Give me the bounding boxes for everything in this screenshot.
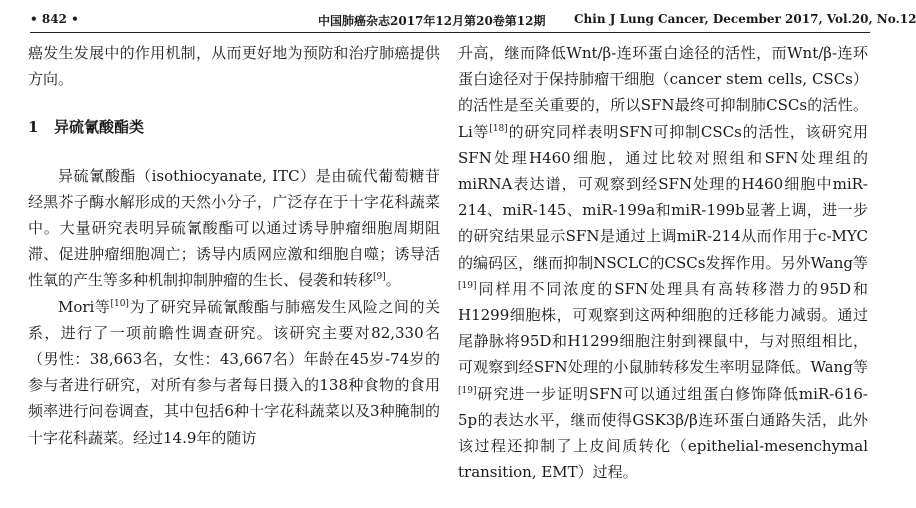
right-column xyxy=(458,40,868,485)
paragraph-mori-study xyxy=(28,294,440,451)
citation: [9] xyxy=(373,272,386,283)
citation: [18] xyxy=(489,123,508,134)
paragraph-text: 升高，继而降低Wnt/β-连环蛋白途径的活性，而Wnt/β-连环蛋白途径对于保持肺瘤干细胞（cancer stem cells, CSCs）的活性是至关重要的，所以SFN最终可抑制肺CSCs的活性。Li等 xyxy=(458,44,868,141)
paragraph-text: 异硫氰酸酯（isothiocyanate, ITC）是由硫代葡萄糖苷经黑芥子酶水解形成的天然小分子，广泛存在于十字花科蔬菜中。大量研究表明异硫氰酸酯可以通过诱导肿瘤细胞周期阻滞、促进肿瘤细胞凋亡；诱导内质网应激和细胞自噬；诱导活性氧的产生等多种机制抑制肿瘤的生长、侵袭和转移 xyxy=(28,166,440,290)
journal-title-cn: 中国肺癌杂志2017年12月第20卷第12期 xyxy=(318,14,546,28)
paragraph-text: Mori等 xyxy=(58,297,111,316)
paragraph-text: 。 xyxy=(385,271,401,290)
paragraph-itc-intro xyxy=(28,163,440,294)
paragraph-text: 同样用不同浓度的SFN处理具有高转移潜力的95D和H1299细胞株，可观察到这两种细胞的迁移能力减弱。通过尾静脉将95D和H1299细胞注射到裸鼠中，与对照组相比，可观察到经SFN处理的小鼠肺转移发生率明显降低。Wang等 xyxy=(458,279,868,377)
paragraph-text: 研究进一步证明SFN可以通过组蛋白修饰降低miR-616-5p的表达水平，继而使得GSK3β/β连环蛋白通路失活，此外该过程还抑制了上皮间质转化（epithelial-mesenchymal transition, EMT）过程。 xyxy=(458,384,868,482)
header-rule xyxy=(30,32,870,33)
left-column xyxy=(28,40,440,451)
citation: [10] xyxy=(110,298,129,309)
section-title: 异硫氰酸酯类 xyxy=(54,118,145,137)
journal-title-en: Chin J Lung Cancer, December 2017, Vol.20, No.12 xyxy=(574,12,916,26)
paragraph-text: 为了研究异硫氰酸酯与肺癌发生风险之间的关系，进行了一项前瞻性调查研究。该研究主要对82,330名（男性：38,663名，女性：43,667名）年龄在45岁-74岁的参与者进行研究，对所有参与者每日摄入的138种食物的食用频率进行问卷调查，其中包括6种十字花科蔬菜以及3种腌制的十字花科蔬菜。经过14.9年的随访 xyxy=(28,297,440,447)
paragraph-sfn-cscs xyxy=(458,40,868,485)
section-number: 1 xyxy=(28,118,39,137)
paragraph-text: 的研究同样表明SFN可抑制CSCs的活性，该研究用SFN处理H460细胞，通过比较对照组和SFN处理组的miRNA表达谱，可观察到经SFN处理的H460细胞中miR-214、miR-145、miR-199a和miR-199b显著上调，进一步的研究结果显示SFN是通过上调miR-214从而作用于c-MYC的编码区，继而抑制NSCLC的CSCs发挥作用。另外Wang等 xyxy=(458,122,868,272)
page-number: • 842 • xyxy=(30,12,79,26)
page-header xyxy=(0,0,916,36)
citation: [19] xyxy=(458,385,477,396)
paragraph-continuation: 癌发生发展中的作用机制，从而更好地为预防和治疗肺癌提供方向。 xyxy=(28,44,440,89)
citation: [19] xyxy=(458,280,477,291)
section-heading xyxy=(28,114,440,140)
